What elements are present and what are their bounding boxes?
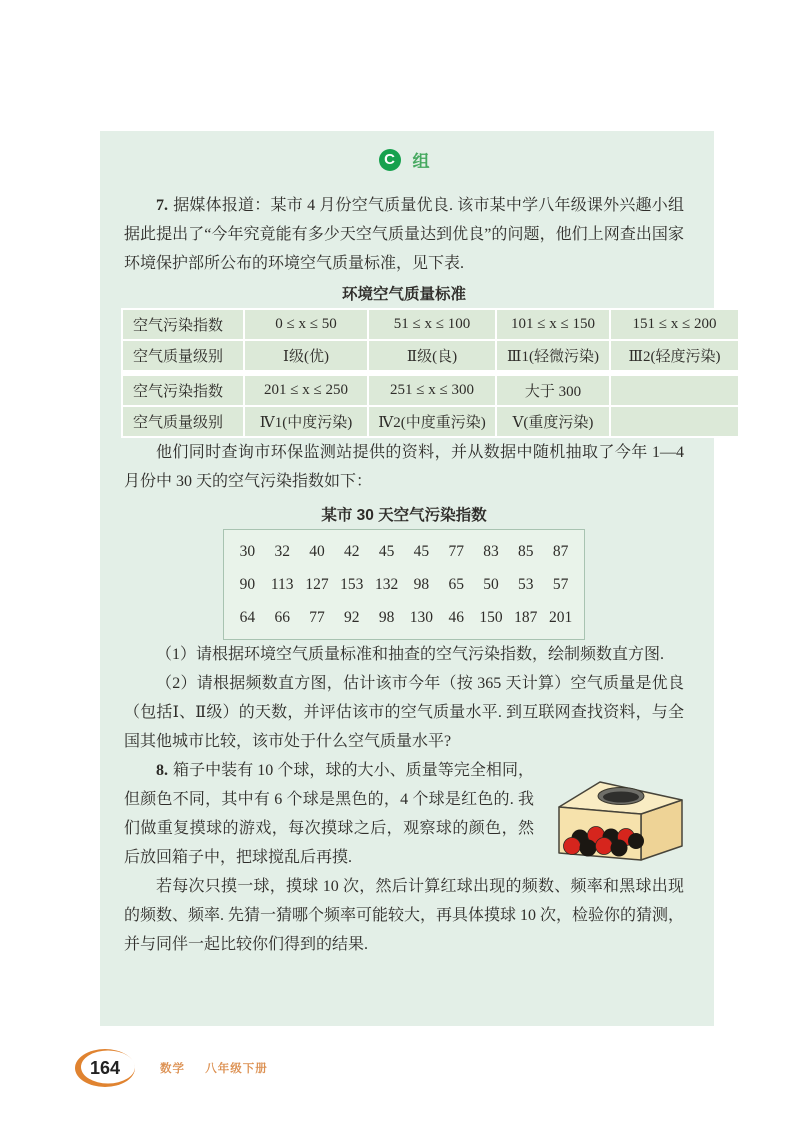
pollution-index-value: 42 — [344, 543, 360, 560]
pollution-index-value: 98 — [413, 576, 430, 593]
pollution-index-value: 64 — [239, 609, 256, 626]
pollution-index-value: 153 — [340, 576, 364, 593]
pollution-index-value: 92 — [344, 609, 360, 626]
problem7-middle-text: 他们同时查询市环保监测站提供的资料，并从数据中随机抽取了今年 1—4 月份中 30 天的空气污染指数如下： — [124, 444, 684, 490]
standards-table-row — [123, 407, 738, 436]
pollution-index-value: 45 — [378, 543, 395, 560]
group-c-badge-icon: C — [379, 149, 401, 171]
pollution-index-box — [223, 529, 585, 640]
footer-volume: 八年级下册 — [205, 1063, 268, 1075]
value-cell: 51 ≤ x ≤ 100 — [369, 310, 495, 339]
page-number: 164 — [89, 1058, 121, 1078]
pollution-index-value: 150 — [479, 609, 503, 626]
standards-table-row — [123, 310, 738, 339]
standards-table-row — [123, 376, 738, 405]
pollution-index-value: 32 — [274, 543, 290, 560]
pollution-index-value: 77 — [309, 609, 325, 626]
value-cell: Ⅱ级(良) — [369, 341, 495, 370]
pollution-index-value: 90 — [239, 576, 256, 593]
pollution-index-value: 83 — [483, 543, 499, 560]
pollution-index-value: 77 — [448, 543, 464, 560]
pollution-index-row — [230, 568, 578, 601]
row-label-cell: 空气污染指数 — [123, 376, 243, 405]
pollution-index-value: 132 — [374, 576, 399, 593]
problem8-text-body: 箱子中装有 10 个球，球的大小、质量等完全相同，但颜色不同，其中有 6 个球是黑色的，4 个球是红色的. 我们做重复摸球的游戏，每次摸球之后，观察球的颜色，然后放回箱子中，把球搅乱后再摸. — [124, 762, 534, 866]
content-panel — [100, 131, 721, 1026]
value-cell: 201 ≤ x ≤ 250 — [245, 376, 367, 405]
pollution-data-title: 某市 30 天空气污染指数 — [321, 507, 487, 524]
footer-subject: 数学 — [160, 1063, 185, 1075]
pollution-index-value: 57 — [552, 576, 569, 593]
row-label-cell: 空气质量级别 — [123, 341, 243, 370]
pollution-index-value: 46 — [448, 609, 464, 626]
page-footer — [74, 1048, 268, 1088]
box-illustration — [544, 762, 684, 862]
problem8-text2: 若每次只摸一球，摸球 10 次，然后计算红球出现的频数、频率和黑球出现的频数、频率. 先猜一猜哪个频率可能较大，再具体摸球 10 次，检验你的猜测，并与同伴一起比较你们得到的结果. — [124, 878, 685, 953]
value-cell: Ⅳ1(中度污染) — [245, 407, 367, 436]
standards-table-title: 环境空气质量标准 — [341, 286, 466, 303]
value-cell: Ⅲ2(轻度污染) — [611, 341, 738, 370]
pollution-index-value: 65 — [448, 576, 464, 593]
row-label-cell: 空气污染指数 — [123, 310, 243, 339]
standards-table-row — [123, 341, 738, 370]
pollution-index-value: 113 — [270, 576, 294, 593]
problem7-intro-text: 据媒体报道：某市 4 月份空气质量优良. 该市某中学八年级课外兴趣小组据此提出了“今年究竟能有多少天空气质量达到优良”的问题，他们上网查出国家环境保护部所公布的环境空气质量标准，见下表. — [124, 197, 684, 272]
footer-book-title — [160, 1060, 268, 1076]
problem7-intro — [124, 191, 684, 278]
pollution-index-row — [230, 601, 578, 634]
value-cell: Ⅳ2(中度重污染) — [369, 407, 495, 436]
air-quality-standards-table — [121, 308, 740, 438]
value-cell: 151 ≤ x ≤ 200 — [611, 310, 738, 339]
pollution-index-value: 40 — [309, 543, 325, 560]
table-group-spacer — [123, 372, 738, 374]
value-cell: Ⅰ级(优) — [245, 341, 367, 370]
page-number-badge — [74, 1048, 136, 1088]
problem7-number: 7. — [156, 197, 168, 214]
group-c-header — [124, 147, 684, 171]
problem8-block — [124, 756, 684, 872]
value-cell: 0 ≤ x ≤ 50 — [245, 310, 367, 339]
value-cell — [611, 376, 738, 405]
pollution-index-value: 87 — [552, 543, 569, 560]
pollution-index-value: 50 — [483, 576, 499, 593]
pollution-index-value: 98 — [378, 609, 395, 626]
value-cell — [611, 407, 738, 436]
problem8-number: 8. — [156, 762, 168, 779]
pollution-index-row — [230, 535, 578, 568]
value-cell: 251 ≤ x ≤ 300 — [369, 376, 495, 405]
pollution-index-value: 45 — [413, 543, 430, 560]
pollution-index-value: 201 — [548, 609, 573, 626]
pollution-index-value: 66 — [274, 609, 290, 626]
row-label-cell: 空气质量级别 — [123, 407, 243, 436]
group-label: 组 — [412, 152, 430, 171]
pollution-index-value: 30 — [239, 543, 256, 560]
value-cell: 大于 300 — [497, 376, 609, 405]
pollution-index-value: 187 — [514, 609, 538, 626]
pollution-index-value: 85 — [518, 543, 534, 560]
value-cell: 101 ≤ x ≤ 150 — [497, 310, 609, 339]
pollution-index-value: 53 — [518, 576, 534, 593]
value-cell: Ⅴ(重度污染) — [497, 407, 609, 436]
problem7-question-1: （1）请根据环境空气质量标准和抽查的空气污染指数，绘制频数直方图. — [156, 646, 665, 663]
value-cell: Ⅲ1(轻微污染) — [497, 341, 609, 370]
pollution-index-value: 127 — [305, 576, 329, 593]
problem7-question-2: （2）请根据频数直方图，估计该市今年（按 365 天计算）空气质量是优良（包括Ⅰ、Ⅱ级）的天数，并评估该市的空气质量水平. 到互联网查找资料，与全国其他城市比较，该市处于什么空气质量水平? — [124, 675, 684, 750]
pollution-index-value: 130 — [409, 609, 434, 626]
box-with-balls-image — [544, 762, 684, 862]
